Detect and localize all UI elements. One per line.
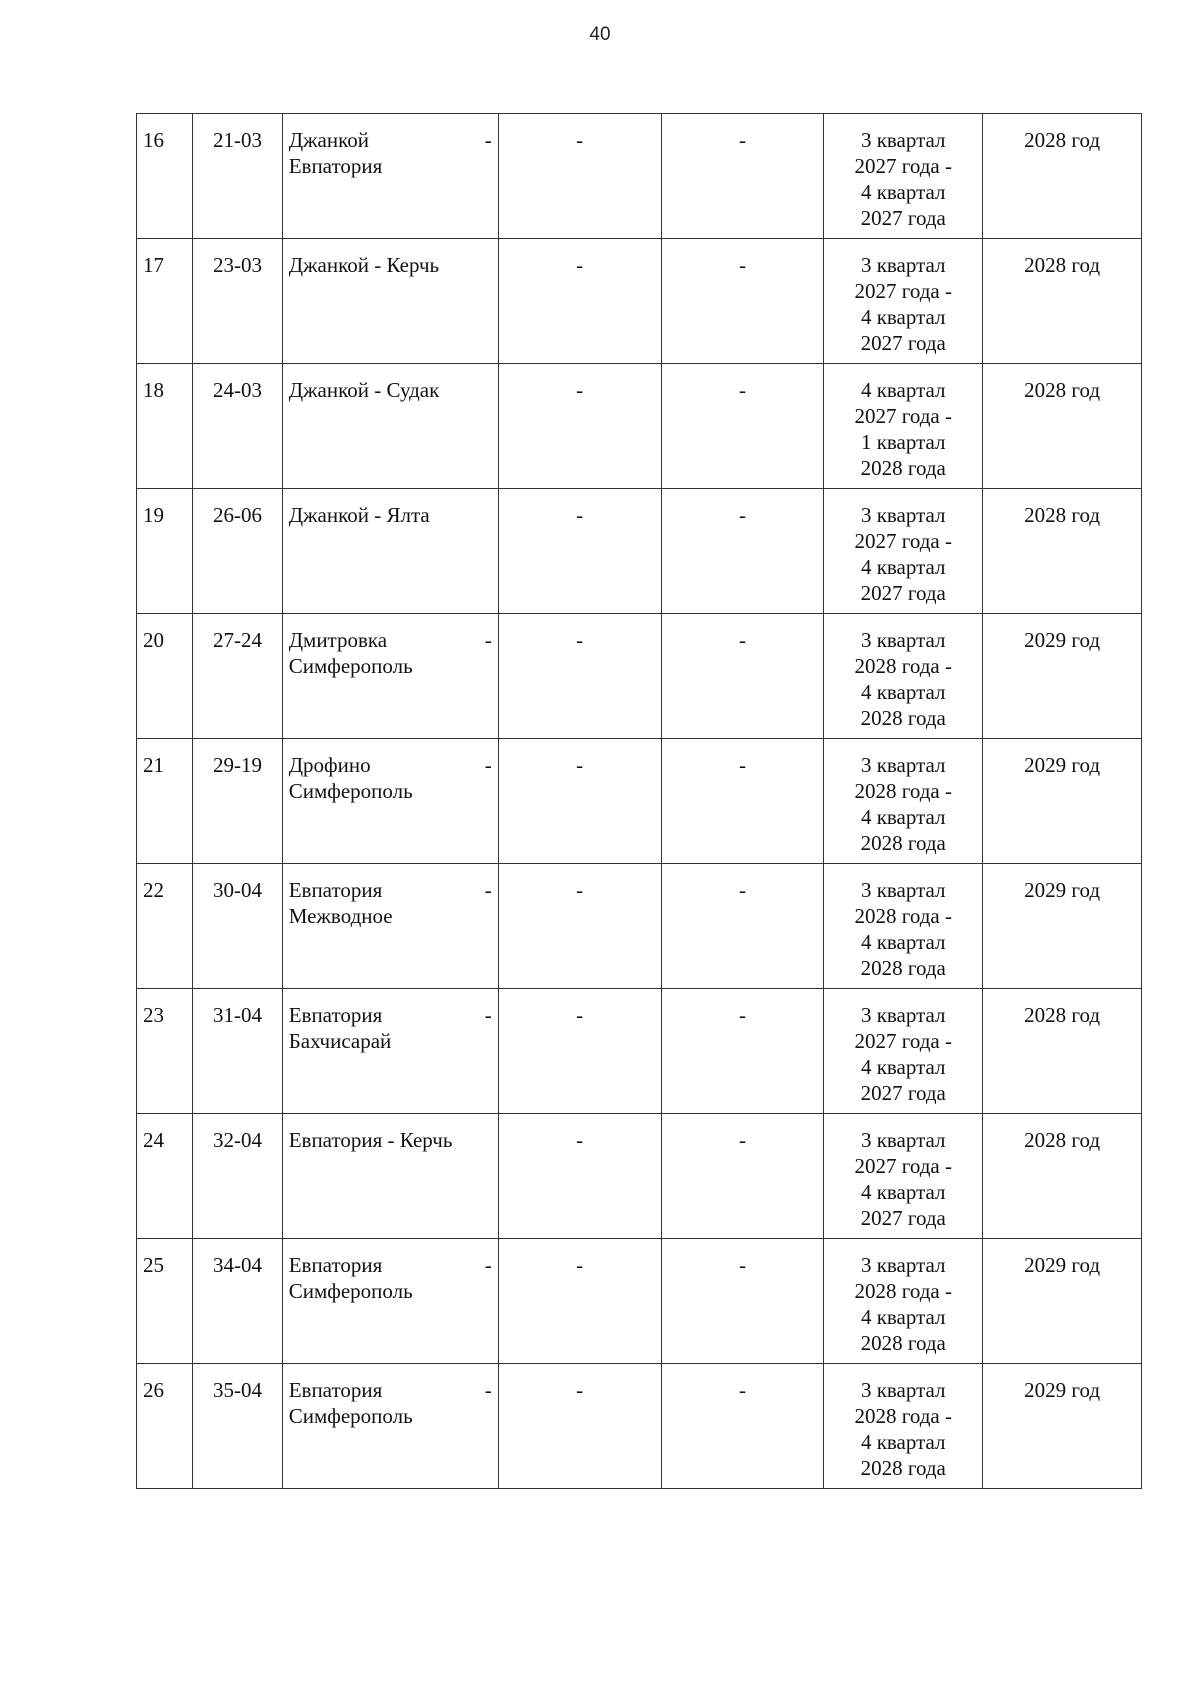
- period-line: 2027 года -: [854, 154, 952, 178]
- year-cell: 2029 год: [983, 1239, 1142, 1364]
- route-name-line: Джанкой - Ялта: [288, 503, 430, 527]
- empty-value-cell: -: [661, 739, 824, 864]
- route-name: [289, 1377, 492, 1429]
- period-line: 3 квартал: [860, 503, 946, 527]
- route-name-line: Евпатория - Керчь: [288, 1128, 453, 1152]
- period-line: 3 квартал: [860, 253, 946, 277]
- route-code-cell: 30-04: [193, 864, 282, 989]
- year-cell: 2029 год: [983, 864, 1142, 989]
- table-row: [137, 489, 1142, 614]
- period-cell: [824, 614, 983, 739]
- empty-value-cell: -: [498, 1239, 661, 1364]
- route-name-cell: [282, 1364, 498, 1489]
- route-code-cell: 29-19: [193, 739, 282, 864]
- row-number-cell: 19: [137, 489, 193, 614]
- route-name-cell: [282, 1239, 498, 1364]
- route-code-cell: 34-04: [193, 1239, 282, 1364]
- page-number: 40: [589, 24, 611, 45]
- period-cell: [824, 364, 983, 489]
- period-line: 2028 года -: [854, 904, 952, 928]
- route-code-cell: 23-03: [193, 239, 282, 364]
- route-name: [289, 127, 492, 179]
- route-name-cell: [282, 989, 498, 1114]
- route-code-cell: 21-03: [193, 114, 282, 239]
- period-line: 3 квартал: [860, 128, 946, 152]
- empty-value-cell: -: [661, 114, 824, 239]
- period-cell: [824, 864, 983, 989]
- empty-value-cell: -: [661, 614, 824, 739]
- period-line: 3 квартал: [860, 1253, 946, 1277]
- route-name-line: Дрофино: [288, 753, 371, 777]
- route-name-line: Дмитровка: [288, 628, 388, 652]
- period-cell: [824, 489, 983, 614]
- route-separator-dash: -: [484, 878, 492, 902]
- empty-value-cell: -: [661, 489, 824, 614]
- route-name-line: Джанкой - Керчь: [288, 253, 440, 277]
- period-line: 4 квартал: [860, 930, 946, 954]
- routes-table: [136, 113, 1142, 1489]
- period-line: 4 квартал: [860, 805, 946, 829]
- period-line: 3 квартал: [860, 1003, 946, 1027]
- year-cell: 2028 год: [983, 989, 1142, 1114]
- period-cell: [824, 1114, 983, 1239]
- row-number-cell: 22: [137, 864, 193, 989]
- empty-value-cell: -: [498, 489, 661, 614]
- period-line: 4 квартал: [860, 1055, 946, 1079]
- period-line: 4 квартал: [860, 378, 946, 402]
- route-name-cell: [282, 1114, 498, 1239]
- year-cell: 2029 год: [983, 739, 1142, 864]
- route-name-line: Симферополь: [288, 1404, 413, 1428]
- period-line: 3 квартал: [860, 1128, 946, 1152]
- route-separator-dash: -: [484, 628, 492, 652]
- period-line: 2028 года: [860, 456, 946, 480]
- row-number-cell: 17: [137, 239, 193, 364]
- route-name-line: Межводное: [288, 904, 393, 928]
- empty-value-cell: -: [661, 1239, 824, 1364]
- route-name: [289, 877, 492, 929]
- route-separator-dash: -: [484, 1378, 492, 1402]
- period-line: 2027 года -: [854, 279, 952, 303]
- route-name-cell: [282, 364, 498, 489]
- period-line: 4 квартал: [860, 180, 946, 204]
- empty-value-cell: -: [498, 239, 661, 364]
- period-line: 2028 года: [860, 831, 946, 855]
- period-line: 2028 года -: [854, 1404, 952, 1428]
- row-number-cell: 21: [137, 739, 193, 864]
- route-name-line: Евпатория: [288, 878, 383, 902]
- year-cell: 2029 год: [983, 1364, 1142, 1489]
- period-line: 2027 года: [860, 206, 946, 230]
- period-line: 2027 года -: [854, 1029, 952, 1053]
- empty-value-cell: -: [661, 864, 824, 989]
- period-line: 3 квартал: [860, 753, 946, 777]
- empty-value-cell: -: [498, 864, 661, 989]
- empty-value-cell: -: [498, 1364, 661, 1489]
- row-number-cell: 16: [137, 114, 193, 239]
- route-name-line: Джанкой - Судак: [288, 378, 440, 402]
- route-name: [289, 1252, 492, 1304]
- period-line: 3 квартал: [860, 1378, 946, 1402]
- year-cell: 2028 год: [983, 1114, 1142, 1239]
- period-line: 4 квартал: [860, 1430, 946, 1454]
- row-number-cell: 20: [137, 614, 193, 739]
- route-name-line: Евпатория: [288, 1253, 383, 1277]
- year-cell: 2028 год: [983, 114, 1142, 239]
- period-line: 2028 года: [860, 956, 946, 980]
- period-line: 2027 года: [860, 1081, 946, 1105]
- route-name: [289, 752, 492, 804]
- route-separator-dash: -: [484, 1003, 492, 1027]
- route-name-cell: [282, 489, 498, 614]
- route-code-cell: 27-24: [193, 614, 282, 739]
- period-line: 2027 года -: [854, 529, 952, 553]
- route-name: [289, 627, 492, 679]
- period-cell: [824, 989, 983, 1114]
- route-name-line: Бахчисарай: [288, 1029, 392, 1053]
- table-row: [137, 739, 1142, 864]
- route-name-line: Евпатория: [288, 1003, 383, 1027]
- empty-value-cell: -: [498, 739, 661, 864]
- period-line: 3 квартал: [860, 628, 946, 652]
- period-cell: [824, 1364, 983, 1489]
- route-name: [289, 502, 492, 528]
- period-line: 4 квартал: [860, 680, 946, 704]
- route-name-cell: [282, 114, 498, 239]
- table-row: [137, 1114, 1142, 1239]
- empty-value-cell: -: [498, 614, 661, 739]
- empty-value-cell: -: [498, 989, 661, 1114]
- row-number-cell: 25: [137, 1239, 193, 1364]
- route-name-cell: [282, 739, 498, 864]
- routes-table-body: [137, 114, 1142, 1489]
- period-line: 2027 года -: [854, 1154, 952, 1178]
- period-cell: [824, 1239, 983, 1364]
- route-name: [289, 1002, 492, 1054]
- row-number-cell: 24: [137, 1114, 193, 1239]
- route-name: [289, 377, 492, 403]
- empty-value-cell: -: [661, 989, 824, 1114]
- route-code-cell: 32-04: [193, 1114, 282, 1239]
- route-separator-dash: -: [484, 753, 492, 777]
- period-line: 4 квартал: [860, 1180, 946, 1204]
- empty-value-cell: -: [498, 114, 661, 239]
- table-row: [137, 864, 1142, 989]
- year-cell: 2028 год: [983, 364, 1142, 489]
- period-line: 2028 года: [860, 1456, 946, 1480]
- route-name-line: Симферополь: [288, 1279, 413, 1303]
- period-line: 1 квартал: [860, 430, 946, 454]
- route-name-line: Симферополь: [288, 654, 413, 678]
- period-line: 2027 года: [860, 581, 946, 605]
- period-line: 2027 года: [860, 331, 946, 355]
- empty-value-cell: -: [498, 1114, 661, 1239]
- table-row: [137, 1364, 1142, 1489]
- table-row: [137, 614, 1142, 739]
- route-name-line: Симферополь: [288, 779, 413, 803]
- period-line: 4 квартал: [860, 555, 946, 579]
- route-code-cell: 24-03: [193, 364, 282, 489]
- route-separator-dash: -: [484, 128, 492, 152]
- route-name: [289, 1127, 492, 1153]
- period-line: 2027 года: [860, 1206, 946, 1230]
- table-row: [137, 1239, 1142, 1364]
- period-line: 4 квартал: [860, 1305, 946, 1329]
- route-code-cell: 26-06: [193, 489, 282, 614]
- route-name-line: Джанкой: [288, 128, 369, 152]
- table-row: [137, 239, 1142, 364]
- route-name-cell: [282, 239, 498, 364]
- period-line: 2028 года -: [854, 1279, 952, 1303]
- table-row: [137, 114, 1142, 239]
- year-cell: 2028 год: [983, 489, 1142, 614]
- route-code-cell: 31-04: [193, 989, 282, 1114]
- year-cell: 2029 год: [983, 614, 1142, 739]
- table-row: [137, 364, 1142, 489]
- period-cell: [824, 239, 983, 364]
- route-name: [289, 252, 492, 278]
- empty-value-cell: -: [498, 364, 661, 489]
- period-line: 2028 года -: [854, 654, 952, 678]
- year-cell: 2028 год: [983, 239, 1142, 364]
- period-cell: [824, 739, 983, 864]
- period-line: 2028 года: [860, 706, 946, 730]
- empty-value-cell: -: [661, 1364, 824, 1489]
- table-row: [137, 989, 1142, 1114]
- period-line: 2028 года: [860, 1331, 946, 1355]
- empty-value-cell: -: [661, 1114, 824, 1239]
- route-name-line: Евпатория: [288, 154, 383, 178]
- route-code-cell: 35-04: [193, 1364, 282, 1489]
- row-number-cell: 18: [137, 364, 193, 489]
- period-cell: [824, 114, 983, 239]
- period-line: 4 квартал: [860, 305, 946, 329]
- empty-value-cell: -: [661, 364, 824, 489]
- row-number-cell: 23: [137, 989, 193, 1114]
- route-separator-dash: -: [484, 1253, 492, 1277]
- empty-value-cell: -: [661, 239, 824, 364]
- route-name-cell: [282, 614, 498, 739]
- route-name-line: Евпатория: [288, 1378, 383, 1402]
- period-line: 3 квартал: [860, 878, 946, 902]
- period-line: 2028 года -: [854, 779, 952, 803]
- period-line: 2027 года -: [854, 404, 952, 428]
- row-number-cell: 26: [137, 1364, 193, 1489]
- route-name-cell: [282, 864, 498, 989]
